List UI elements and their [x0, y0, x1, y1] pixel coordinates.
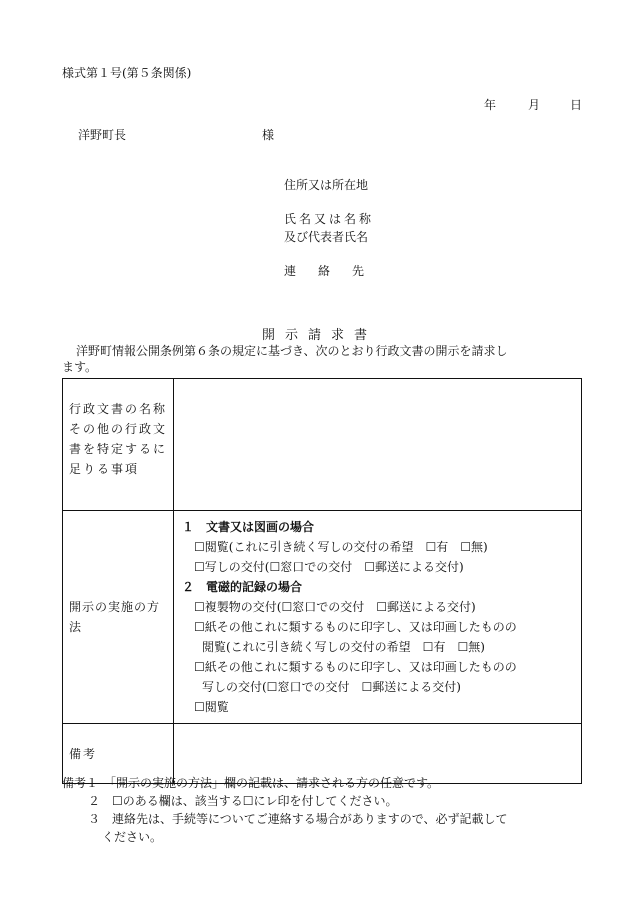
option-inspection[interactable]: ☐閲覧(これに引き続く写しの交付の希望 ☐有 ☐無) — [194, 540, 488, 554]
addressee-name: 洋野町長 — [78, 128, 127, 142]
section-document-heading: １ 文書又は図画の場合 — [182, 520, 315, 534]
addressee-honorific: 様 — [262, 128, 275, 142]
contact-label: 連絡先 — [284, 264, 387, 278]
intro-text-line2: ます。 — [62, 360, 98, 374]
option-electronic-inspection[interactable]: ☐閲覧 — [194, 700, 229, 714]
date-month-label: 月 — [528, 98, 541, 112]
document-identification-entry[interactable] — [174, 379, 582, 511]
name-label-line2: 及び代表者氏名 — [284, 230, 369, 244]
note-3-cont: ください。 — [102, 830, 163, 844]
form-reference: 様式第１号(第５条関係) — [62, 66, 192, 80]
option-printed-inspection[interactable]: ☐紙その他これに類するものに印字し、又は印画したものの — [194, 620, 517, 634]
note-1: 備考１ 「開示の実施の方法」欄の記載は、請求される方の任意です。 — [62, 776, 440, 790]
disclosure-method-label: 開示の実施の方法 — [69, 600, 161, 634]
request-form-table — [62, 378, 582, 784]
option-printed-copy-cont: 写しの交付(☐窓口での交付 ☐郵送による交付) — [202, 680, 461, 694]
option-printed-inspection-cont: 閲覧(これに引き続く写しの交付の希望 ☐有 ☐無) — [202, 640, 485, 654]
date-day-label: 日 — [570, 98, 583, 112]
document-identification-label-cell — [63, 379, 174, 511]
notes — [62, 774, 592, 846]
option-copy-delivery[interactable]: ☐写しの交付(☐窓口での交付 ☐郵送による交付) — [194, 560, 464, 574]
intro-text-line1: 洋野町情報公開条例第６条の規定に基づき、次のとおり行政文書の開示を請求し — [76, 344, 508, 358]
date-year-label: 年 — [484, 98, 497, 112]
document-identification-label: 行政文書の名称その他の行政文書を特定するに足りる事項 — [69, 402, 168, 476]
remarks-label: 備考 — [69, 746, 98, 761]
disclosure-method-label-cell — [63, 511, 174, 724]
document-title: 開示請求書 — [262, 328, 378, 343]
option-printed-copy[interactable]: ☐紙その他これに類するものに印字し、又は印画したものの — [194, 660, 517, 674]
section-electronic-heading: ２ 電磁的記録の場合 — [182, 580, 303, 594]
option-replica-delivery[interactable]: ☐複製物の交付(☐窓口での交付 ☐郵送による交付) — [194, 600, 476, 614]
address-label: 住所又は所在地 — [284, 178, 369, 192]
disclosure-method-options — [174, 511, 582, 724]
note-2: ２ ☐のある欄は、該当する☐にレ印を付してください。 — [76, 794, 398, 808]
note-3: ３ 連絡先は、手続等についてご連絡する場合がありますので、必ず記載して — [76, 812, 508, 826]
name-label-line1: 氏名又は名称 — [284, 212, 375, 226]
